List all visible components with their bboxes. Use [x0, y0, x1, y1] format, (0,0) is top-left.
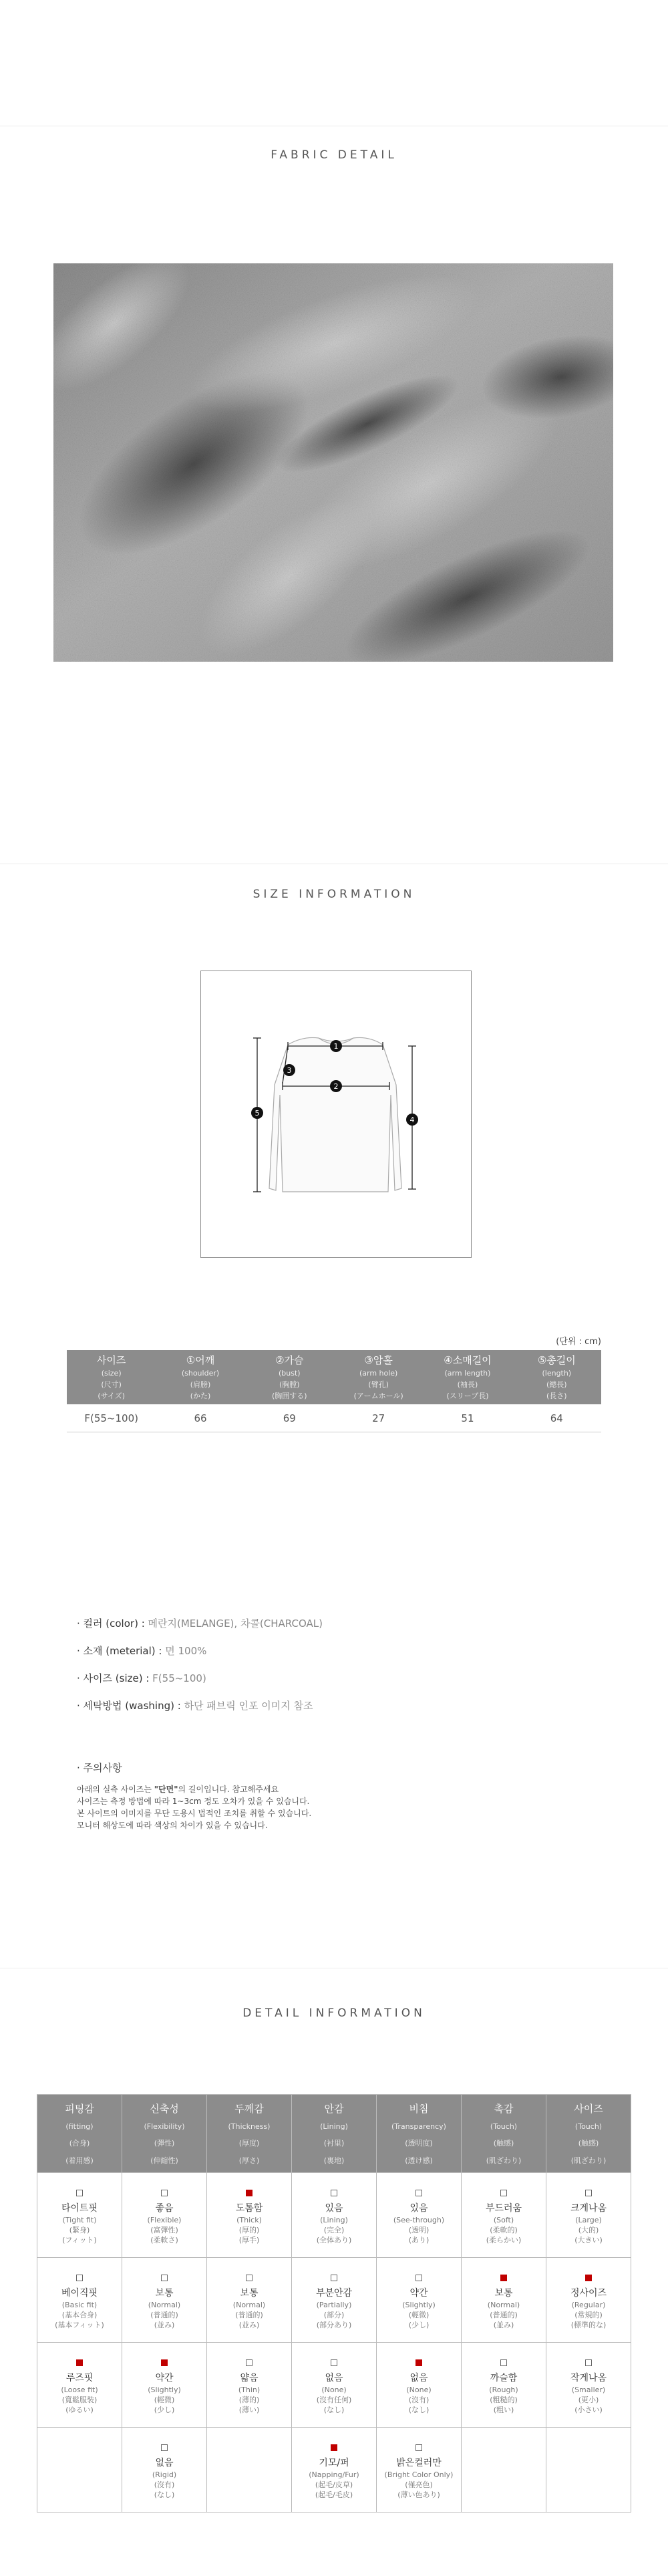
detail-header-text: 비침 [409, 2103, 429, 2115]
detail-option-cell [546, 2428, 631, 2513]
info-washing: · 세탁방법 (washing) : 하단 패브릭 인포 이미지 참조 [77, 1700, 313, 1712]
detail-header-text: (裏地) [323, 2156, 345, 2165]
detail-header-text: (Transparency) [391, 2122, 446, 2131]
detail-option-subtext: (柔軟的) [490, 2225, 518, 2234]
detail-option-subtext: (沒有任何) [316, 2395, 352, 2404]
detail-option-cell [37, 2428, 122, 2513]
info-material: · 소재 (meterial) : 면 100% [77, 1645, 207, 1657]
detail-option-subtext: (輕微) [154, 2395, 175, 2404]
sleeve-cell: 51 [423, 1404, 512, 1432]
checkbox-icon [415, 2190, 422, 2196]
table-row [37, 2173, 631, 2258]
product-info-list [77, 1616, 611, 1726]
detail-option-subtext: (Partially) [316, 2300, 352, 2309]
detail-option-subtext: (None) [406, 2385, 432, 2394]
detail-header-text: (着用感) [65, 2156, 94, 2165]
size-cell: F(55~100) [67, 1404, 156, 1432]
detail-option-cell [377, 2258, 462, 2343]
detail-header-text: (厚度) [238, 2139, 260, 2148]
detail-option-cell [462, 2258, 546, 2343]
detail-option-subtext: (更小) [578, 2395, 599, 2404]
detail-option-subtext: (輕微) [408, 2310, 430, 2319]
detail-option-cell [207, 2343, 292, 2428]
detail-table [37, 2094, 631, 2513]
detail-option-subtext: (Tight fit) [62, 2215, 97, 2224]
caution-line: 모니터 해상도에 따라 색상의 차이가 있을 수 있습니다. [77, 1821, 268, 1830]
detail-option-label: 루즈핏 [65, 2372, 94, 2384]
detail-header-text: (Touch) [490, 2122, 518, 2131]
table-row [67, 1404, 601, 1432]
shoulder-cell: 66 [156, 1404, 244, 1432]
detail-option-cell [292, 2258, 377, 2343]
checkbox-icon [415, 2444, 422, 2451]
detail-option-subtext: (粗い) [493, 2405, 514, 2414]
detail-option-label: 기모/퍼 [319, 2457, 349, 2468]
detail-header-text: (Lining) [320, 2122, 348, 2131]
info-color: · 컬러 (color) : 메란지(MELANGE), 차콜(CHARCOAL) [77, 1618, 323, 1630]
detail-col-header [292, 2095, 377, 2173]
fabric-texture-image [53, 263, 613, 662]
detail-option-subtext: (Flexible) [147, 2215, 182, 2224]
checkbox-icon [585, 2190, 592, 2196]
detail-option-label: 약간 [155, 2372, 174, 2384]
detail-option-subtext: (Basic fit) [61, 2300, 98, 2309]
detail-option-subtext: (透明) [408, 2225, 430, 2234]
detail-option-subtext: (柔軟さ) [150, 2235, 178, 2244]
detail-option-cell [122, 2343, 207, 2428]
detail-option-label: 약간 [409, 2287, 428, 2299]
detail-col-header [377, 2095, 462, 2173]
detail-option-label: 베이직핏 [61, 2287, 98, 2299]
detail-option-subtext: (Normal) [148, 2300, 181, 2309]
checkbox-icon [585, 2359, 592, 2366]
detail-option-subtext: (薄い) [238, 2405, 260, 2414]
detail-option-subtext: (部分あり) [316, 2320, 352, 2329]
caution-line: 아래의 실측 사이즈는 "단면"의 길이입니다. 참고해주세요 [77, 1785, 279, 1794]
size-diagram [200, 971, 472, 1258]
detail-option-subtext: (標準的な) [570, 2320, 607, 2329]
checkbox-icon [246, 2275, 253, 2281]
checkbox-icon [76, 2190, 83, 2196]
detail-option-subtext: (並み) [154, 2320, 175, 2329]
detail-option-label: 도톰함 [235, 2202, 263, 2214]
size-table-header [67, 1350, 601, 1404]
detail-header-text: (彈性) [154, 2139, 175, 2148]
caution-notes [77, 1762, 611, 1831]
detail-option-subtext: (Napping/Fur) [309, 2470, 359, 2479]
detail-header-text: (衬里) [323, 2139, 345, 2148]
detail-col-header [546, 2095, 631, 2173]
detail-option-cell [462, 2343, 546, 2428]
detail-option-subtext: (Rough) [489, 2385, 518, 2394]
caution-title: · 주의사항 [77, 1762, 122, 1774]
detail-option-subtext: (少し) [408, 2320, 430, 2329]
marker-3 [283, 1064, 295, 1076]
detail-header-text: (伸縮性) [150, 2156, 178, 2165]
detail-option-subtext: (完全) [323, 2225, 345, 2234]
detail-option-subtext: (Smaller) [571, 2385, 606, 2394]
checkbox-icon [331, 2275, 337, 2281]
detail-option-cell [292, 2428, 377, 2513]
detail-header-text: (厚さ) [238, 2156, 260, 2165]
length-cell: 64 [512, 1404, 601, 1432]
detail-option-subtext: (Normal) [487, 2300, 520, 2309]
shoulder-col-header: ①어깨 (shoulder) (肩膀) (かた) [156, 1350, 244, 1404]
detail-option-subtext: (僅亮色) [405, 2480, 433, 2489]
detail-option-subtext: (基本合身) [61, 2310, 98, 2319]
detail-col-header [37, 2095, 122, 2173]
detail-option-subtext: (並み) [493, 2320, 514, 2329]
detail-option-subtext: (Soft) [493, 2215, 514, 2224]
detail-header-text: (Thickness) [228, 2122, 271, 2131]
detail-option-cell [122, 2428, 207, 2513]
checked-box-icon [500, 2275, 507, 2281]
detail-header-text: 신축성 [150, 2103, 179, 2115]
detail-option-subtext: (なし) [408, 2405, 430, 2414]
detail-header-text: (fitting) [65, 2122, 94, 2131]
detail-option-subtext: (普通的) [490, 2310, 518, 2319]
checked-box-icon [161, 2359, 168, 2366]
detail-option-cell [462, 2428, 546, 2513]
svg-text:4: 4 [409, 1116, 415, 1124]
table-row [37, 2258, 631, 2343]
size-information-title: SIZE INFORMATION [253, 888, 415, 901]
detail-option-label: 보통 [240, 2287, 259, 2299]
checkbox-icon [331, 2190, 337, 2196]
caution-line: 사이즈는 측정 방법에 따라 1~3cm 정도 오차가 있을 수 있습니다. [77, 1797, 310, 1806]
detail-option-subtext: (起毛/皮草) [315, 2480, 353, 2489]
checkbox-icon [415, 2275, 422, 2281]
detail-option-subtext: (Bright Color Only) [384, 2470, 454, 2479]
detail-option-label: 부분안감 [315, 2287, 353, 2299]
detail-option-subtext: (Regular) [571, 2300, 606, 2309]
sleeve-col-header: ④소매길이 (arm length) (袖長) (スリーブ長) [423, 1350, 512, 1404]
detail-option-subtext: (基本フィット) [55, 2320, 104, 2329]
detail-option-label: 좋음 [155, 2202, 174, 2214]
detail-option-subtext: (大的) [578, 2225, 599, 2234]
detail-option-subtext: (沒有) [408, 2395, 430, 2404]
checkbox-icon [331, 2359, 337, 2366]
detail-option-label: 보통 [155, 2287, 174, 2299]
detail-option-subtext: (Slightly) [402, 2300, 436, 2309]
checkbox-icon [161, 2190, 168, 2196]
detail-option-label: 얇음 [240, 2372, 259, 2384]
detail-option-cell [122, 2173, 207, 2258]
detail-table-header [37, 2095, 631, 2173]
checked-box-icon [246, 2190, 253, 2196]
detail-option-cell [377, 2343, 462, 2428]
detail-option-cell [37, 2258, 122, 2343]
detail-header-text: 촉감 [494, 2103, 514, 2115]
detail-header-text: (合身) [69, 2139, 90, 2148]
detail-option-label: 부드러움 [485, 2202, 522, 2214]
detail-option-label: 없음 [409, 2372, 428, 2384]
detail-option-cell [207, 2173, 292, 2258]
detail-option-label: 작게나옴 [570, 2372, 607, 2384]
size-table [67, 1350, 601, 1432]
detail-option-subtext: (柔らかい) [486, 2235, 522, 2244]
info-size: · 사이즈 (size) : F(55~100) [77, 1672, 206, 1684]
detail-header-text: (透け感) [405, 2156, 433, 2165]
detail-header-text: (肌ざわり) [570, 2156, 607, 2165]
detail-option-subtext: (沒有) [154, 2480, 175, 2489]
detail-option-subtext: (See-through) [393, 2215, 445, 2224]
detail-option-subtext: (ゆるい) [65, 2405, 94, 2414]
table-row [37, 2343, 631, 2428]
detail-option-subtext: (大きい) [574, 2235, 603, 2244]
checked-box-icon [585, 2275, 592, 2281]
detail-header-text: 피팅감 [65, 2103, 94, 2115]
detail-option-label: 정사이즈 [570, 2287, 607, 2299]
checkbox-icon [500, 2359, 507, 2366]
length-col-header: ⑤총길이 (length) (總長) (長さ) [512, 1350, 601, 1404]
detail-information-title: DETAIL INFORMATION [242, 2007, 426, 2020]
marker-4 [406, 1114, 418, 1126]
detail-option-subtext: (None) [321, 2385, 347, 2394]
checked-box-icon [76, 2359, 83, 2366]
checkbox-icon [500, 2190, 507, 2196]
svg-text:1: 1 [333, 1042, 339, 1051]
checkbox-icon [246, 2359, 253, 2366]
bust-col-header: ②가슴 (bust) (胸膛) (胸囲する) [245, 1350, 334, 1404]
detail-option-subtext: (Thick) [236, 2215, 262, 2224]
detail-option-cell [377, 2428, 462, 2513]
detail-option-cell [207, 2258, 292, 2343]
detail-option-subtext: (部分) [323, 2310, 345, 2319]
caution-line: 본 사이트의 이미지를 무단 도용시 법적인 조치를 취할 수 있습니다. [77, 1809, 312, 1818]
detail-option-cell [377, 2173, 462, 2258]
detail-col-header [122, 2095, 207, 2173]
detail-option-subtext: (あり) [408, 2235, 430, 2244]
detail-option-subtext: (小さい) [574, 2405, 603, 2414]
detail-option-subtext: (寬鬆服裝) [61, 2395, 98, 2404]
detail-header-text: 사이즈 [574, 2103, 603, 2115]
checkbox-icon [161, 2444, 168, 2451]
detail-option-subtext: (フィット) [62, 2235, 97, 2244]
detail-option-subtext: (Large) [575, 2215, 602, 2224]
detail-option-cell [37, 2343, 122, 2428]
detail-option-cell [292, 2173, 377, 2258]
detail-option-cell [546, 2173, 631, 2258]
detail-header-text: (Touch) [574, 2122, 603, 2131]
detail-option-subtext: (緊身) [69, 2225, 90, 2234]
bust-cell: 69 [245, 1404, 334, 1432]
detail-option-subtext: (Normal) [232, 2300, 266, 2309]
checked-box-icon [415, 2359, 422, 2366]
detail-option-cell [122, 2258, 207, 2343]
detail-option-subtext: (並み) [238, 2320, 260, 2329]
detail-header-text: 두께감 [234, 2103, 264, 2115]
detail-option-subtext: (起毛/毛皮) [315, 2490, 353, 2499]
detail-option-subtext: (Loose fit) [61, 2385, 98, 2394]
detail-option-subtext: (富彈性) [150, 2225, 178, 2234]
detail-header-text: (肌ざわり) [486, 2156, 522, 2165]
armhole-col-header: ③암홀 (arm hole) (臂孔) (アームホール) [334, 1350, 423, 1404]
checkbox-icon [76, 2275, 83, 2281]
svg-text:5: 5 [255, 1109, 260, 1118]
detail-option-cell [292, 2343, 377, 2428]
detail-option-cell [462, 2173, 546, 2258]
detail-header-text: 안감 [324, 2103, 344, 2115]
detail-option-subtext: (Slightly) [148, 2385, 181, 2394]
detail-option-subtext: (常規的) [574, 2310, 603, 2319]
detail-option-subtext: (厚手) [238, 2235, 260, 2244]
detail-option-label: 없음 [325, 2372, 343, 2384]
marker-5 [251, 1107, 263, 1119]
fabric-photo [53, 263, 613, 662]
armhole-cell: 27 [334, 1404, 423, 1432]
detail-option-subtext: (普通的) [235, 2310, 263, 2319]
detail-col-header [462, 2095, 546, 2173]
detail-option-subtext: (なし) [323, 2405, 345, 2414]
detail-option-label: 크게나옴 [570, 2202, 607, 2214]
detail-header-text: (触感) [578, 2139, 599, 2148]
checkbox-icon [161, 2275, 168, 2281]
detail-header-text: (透明度) [405, 2139, 433, 2148]
fabric-detail-title: FABRIC DETAIL [271, 148, 397, 162]
detail-option-subtext: (薄い色あり) [397, 2490, 440, 2499]
marker-1 [330, 1040, 342, 1052]
detail-option-subtext: (薄的) [238, 2395, 260, 2404]
detail-option-subtext: (Lining) [320, 2215, 348, 2224]
detail-option-subtext: (少し) [154, 2405, 175, 2414]
detail-option-label: 타이트핏 [61, 2202, 98, 2214]
detail-option-cell [546, 2343, 631, 2428]
detail-header-text: (Flexibility) [144, 2122, 185, 2131]
detail-option-subtext: (全体あり) [316, 2235, 352, 2244]
detail-option-subtext: (Rigid) [152, 2470, 177, 2479]
detail-option-cell [37, 2173, 122, 2258]
detail-option-label: 있음 [325, 2202, 343, 2214]
detail-option-cell [207, 2428, 292, 2513]
detail-option-subtext: (なし) [154, 2490, 175, 2499]
detail-option-subtext: (普通的) [150, 2310, 178, 2319]
detail-option-label: 없음 [155, 2457, 174, 2468]
detail-option-label: 밝은컬러만 [396, 2457, 442, 2468]
garment-outline [269, 1037, 401, 1192]
detail-option-cell [546, 2258, 631, 2343]
detail-option-label: 보통 [494, 2287, 513, 2299]
svg-text:3: 3 [287, 1066, 292, 1075]
marker-2 [330, 1080, 342, 1092]
checked-box-icon [331, 2444, 337, 2451]
detail-option-subtext: (Thin) [238, 2385, 261, 2394]
size-col-header: 사이즈 (size) (尺寸) (サイズ) [67, 1350, 156, 1404]
detail-header-text: (触感) [493, 2139, 514, 2148]
table-row [37, 2428, 631, 2513]
sweater-measure-diagram [201, 971, 471, 1257]
svg-text:2: 2 [333, 1082, 339, 1091]
unit-note: (단위 : cm) [556, 1337, 601, 1347]
detail-option-subtext: (粗糙的) [490, 2395, 518, 2404]
detail-option-label: 있음 [409, 2202, 428, 2214]
detail-option-label: 까슬함 [490, 2372, 518, 2384]
detail-col-header [207, 2095, 292, 2173]
detail-option-subtext: (厚的) [238, 2225, 260, 2234]
